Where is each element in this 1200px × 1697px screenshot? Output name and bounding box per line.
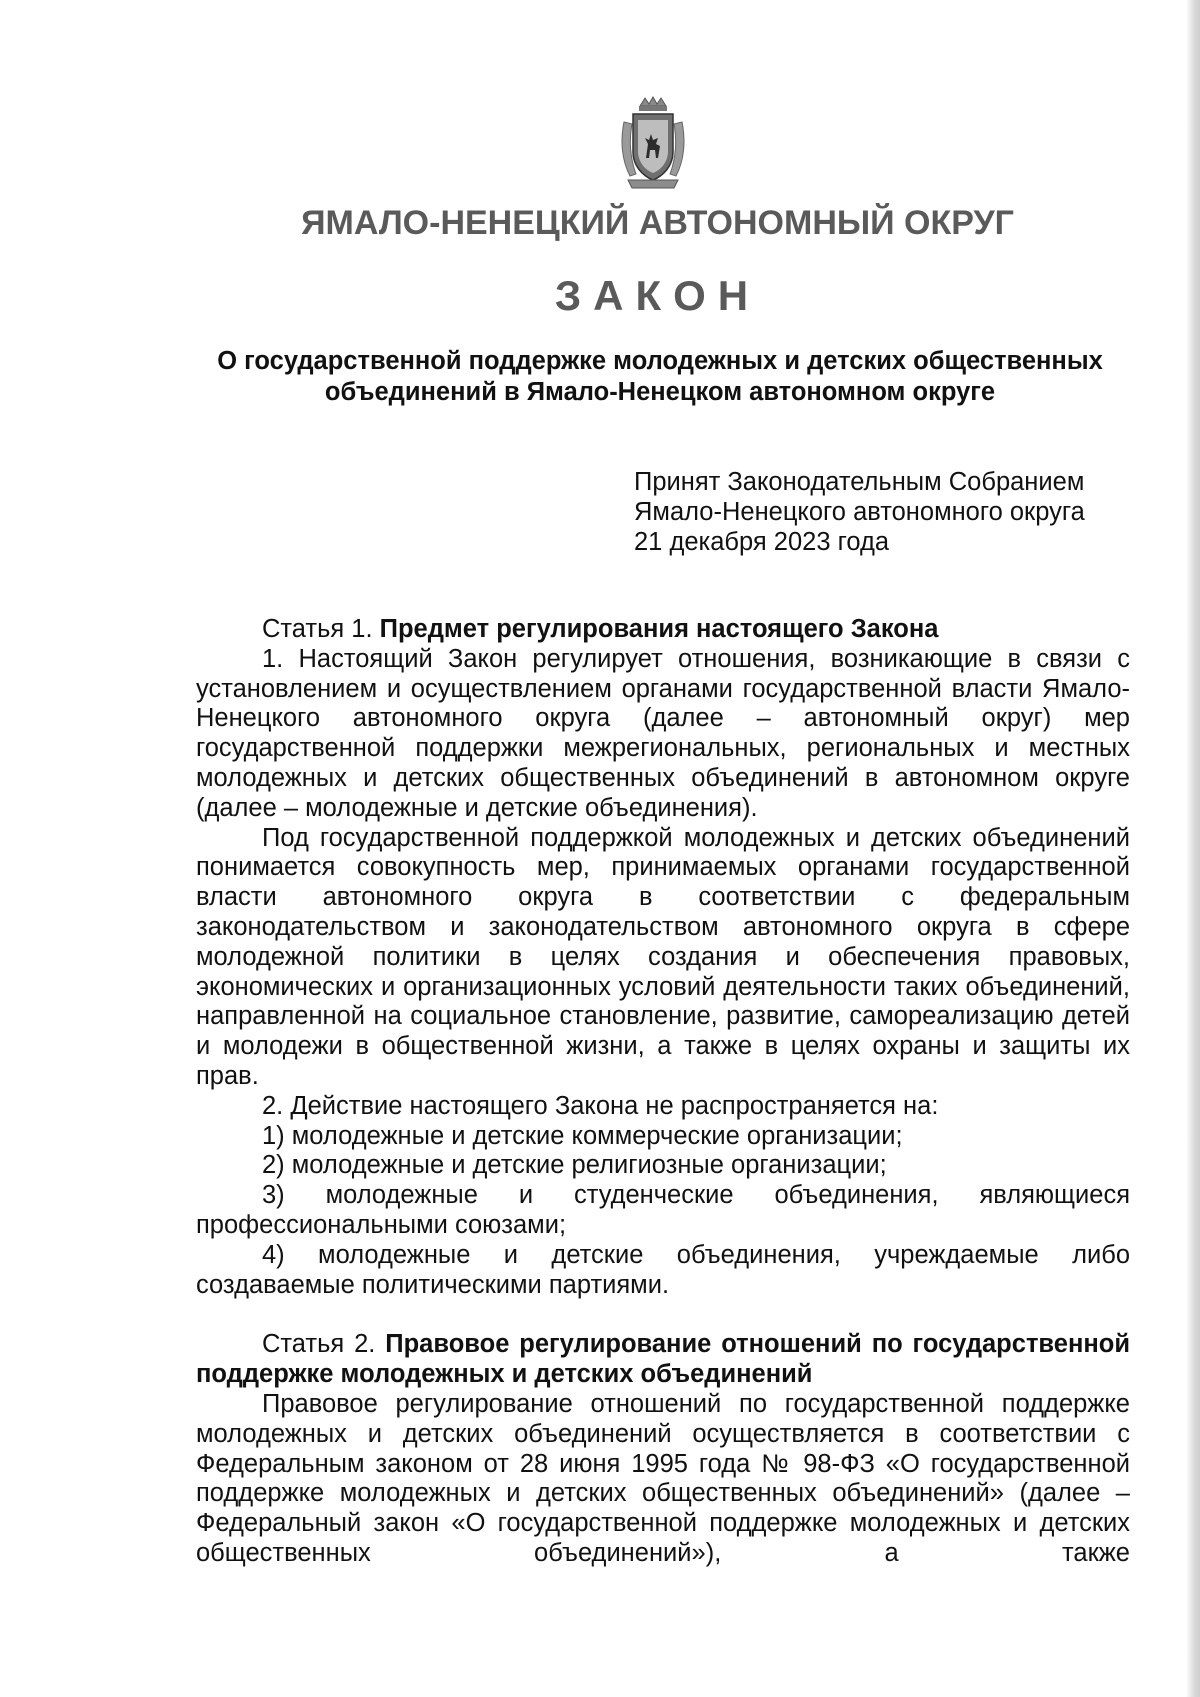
- list-item: 3) молодежные и студенческие объединения, являющиеся профессиональными союзами;: [196, 1181, 1130, 1239]
- list-item: 1) молодежные и детские коммерческие организации;: [262, 1121, 903, 1150]
- region-name: ЯМАЛО-НЕНЕЦКИЙ АВТОНОМНЫЙ ОКРУГ: [301, 204, 1014, 242]
- document-body: [196, 615, 1130, 1569]
- document-type: ЗАКОН: [554, 272, 761, 319]
- article-1-heading: [196, 615, 1130, 645]
- page-edge-shadow: [1186, 0, 1200, 1697]
- adoption-info: [634, 467, 1154, 557]
- list-item: 4) молодежные и детские объединения, учреждаемые либо создаваемые политическими партиями.: [196, 1240, 1130, 1299]
- paragraph: 2. Действие настоящего Закона не распространяется на:: [262, 1091, 939, 1120]
- article-label: Статья 2.: [262, 1330, 376, 1359]
- document-title: О государственной поддержке молодежных и детских общественных объединений в Ямало-Ненецком автономном округе: [217, 347, 1103, 406]
- article-label: Статья 1.: [262, 615, 373, 643]
- coat-of-arms-emblem: [618, 96, 688, 192]
- paragraph: 1. Настоящий Закон регулирует отношения, возникающие в связи с установлением и осуществлением органами государственной власти Ямало-Ненецкого автономного округа (далее – автономный округ) мер государственной поддержки межрегиональных, региональных и местных молодежных и детских общественных объединений в автономном округе (далее – молодежные и детские объединения).: [196, 644, 1130, 822]
- adoption-line: Ямало-Ненецкого автономного округа: [634, 498, 1085, 526]
- article-title: Правовое регулирование отношений по государственной поддержке молодежных и детских объединений: [196, 1330, 1131, 1389]
- adoption-line: Принят Законодательным Собранием: [634, 468, 1085, 496]
- paragraph: Под государственной поддержкой молодежных и детских объединений понимается совокупность мер, принимаемых органами государственной власти автономного округа в соответствии с федеральным законодательством и законодательством автономного округа в сфере молодежной политики в целях создания и обеспечения правовых, экономических и организационных условий деятельности таких объединений, направленной на социальное становление, развитие, самореализацию детей и молодежи в общественной жизни, а также в целях охраны и защиты их прав.: [196, 823, 1130, 1090]
- spacer: [196, 1300, 1130, 1330]
- list-item: 2) молодежные и детские религиозные организации;: [262, 1151, 887, 1180]
- article-2-heading: [196, 1330, 1130, 1390]
- paragraph: Правовое регулирование отношений по государственной поддержке молодежных и детских объединений осуществляется в соответствии с Федеральным законом от 28 июня 1995 года № 98-ФЗ «О государственной поддержке молодежных и детских общественных объединений» (далее – Федеральный закон «О государственной поддержке молодежных и детских общественных объединений»), а также: [196, 1389, 1130, 1567]
- article-title: Предмет регулирования настоящего Закона: [379, 615, 939, 643]
- adoption-date: 21 декабря 2023 года: [634, 528, 890, 556]
